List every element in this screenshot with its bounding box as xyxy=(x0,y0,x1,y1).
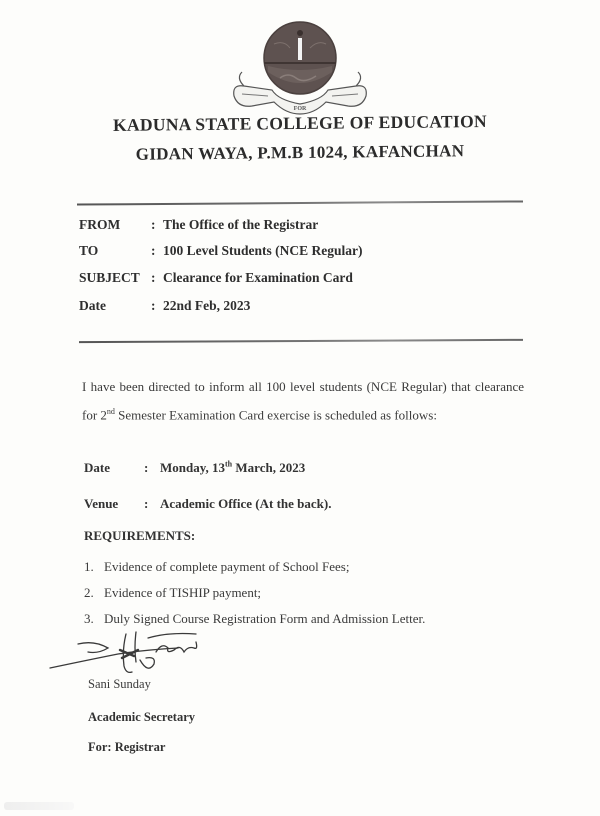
memo-to-row xyxy=(79,243,363,259)
memo-separator: : xyxy=(151,217,156,232)
svg-text:FOR: FOR xyxy=(293,106,307,112)
signer-for-line: For: Registrar xyxy=(88,740,166,754)
signer-title: Academic Secretary xyxy=(88,710,196,724)
faint-watermark xyxy=(4,802,74,810)
memo-to-label: TO xyxy=(79,243,99,258)
handwritten-signature-icon xyxy=(48,630,218,680)
list-item-text: Evidence of complete payment of School Fees; xyxy=(104,559,350,574)
memo-subject-label: SUBJECT xyxy=(79,270,140,285)
college-crest-icon xyxy=(228,14,372,118)
memo-date-row xyxy=(79,298,250,314)
memo-separator: : xyxy=(151,298,156,313)
body-text-part1: I have been directed to inform all 100 level students (NCE Regular) that clearance for 2 xyxy=(82,379,524,423)
requirements-list xyxy=(84,559,425,637)
schedule-date-label: Date xyxy=(84,460,110,476)
schedule-venue-label: Venue xyxy=(84,496,119,511)
institution-address: GIDAN WAYA, P.M.B 1024, KAFANCHAN xyxy=(135,141,465,164)
list-item xyxy=(84,559,425,585)
schedule-venue-row xyxy=(84,496,331,512)
body-text-superscript: nd xyxy=(106,407,115,416)
schedule-date-row xyxy=(84,460,305,476)
memo-subject-row xyxy=(79,270,353,286)
list-item-text: Evidence of TISHIP payment; xyxy=(104,585,262,600)
schedule-separator: : xyxy=(144,460,149,476)
memo-separator: : xyxy=(151,243,156,258)
schedule-venue-value: Academic Office (At the back). xyxy=(160,496,332,511)
signer-name: Sani Sunday xyxy=(88,677,151,691)
memo-from-value: The Office of the Registrar xyxy=(163,217,319,232)
requirements-heading: REQUIREMENTS: xyxy=(84,528,196,543)
body-text-part2: Semester Examination Card exercise is scheduled as follows: xyxy=(114,407,437,423)
schedule-date-value: Monday, 13th March, 2023 xyxy=(160,460,306,476)
institution-name: KADUNA STATE COLLEGE OF EDUCATION xyxy=(112,111,488,135)
memo-date-value: 22nd Feb, 2023 xyxy=(163,298,251,313)
memo-to-value: 100 Level Students (NCE Regular) xyxy=(163,243,363,258)
list-item-number: 1. xyxy=(84,559,94,574)
list-item-number: 2. xyxy=(84,585,94,600)
memo-date-label: Date xyxy=(79,298,106,313)
memo-from-label: FROM xyxy=(79,217,121,232)
list-item-text: Duly Signed Course Registration Form and Admission Letter. xyxy=(104,611,426,626)
memo-subject-value: Clearance for Examination Card xyxy=(163,270,353,285)
body-paragraph xyxy=(82,374,524,427)
header-divider-bottom xyxy=(79,339,523,343)
list-item-number: 3. xyxy=(84,611,94,626)
memo-separator: : xyxy=(151,270,156,285)
header-divider-top xyxy=(77,200,523,205)
list-item xyxy=(84,585,425,611)
memo-from-row xyxy=(79,217,318,233)
schedule-separator: : xyxy=(144,496,149,511)
